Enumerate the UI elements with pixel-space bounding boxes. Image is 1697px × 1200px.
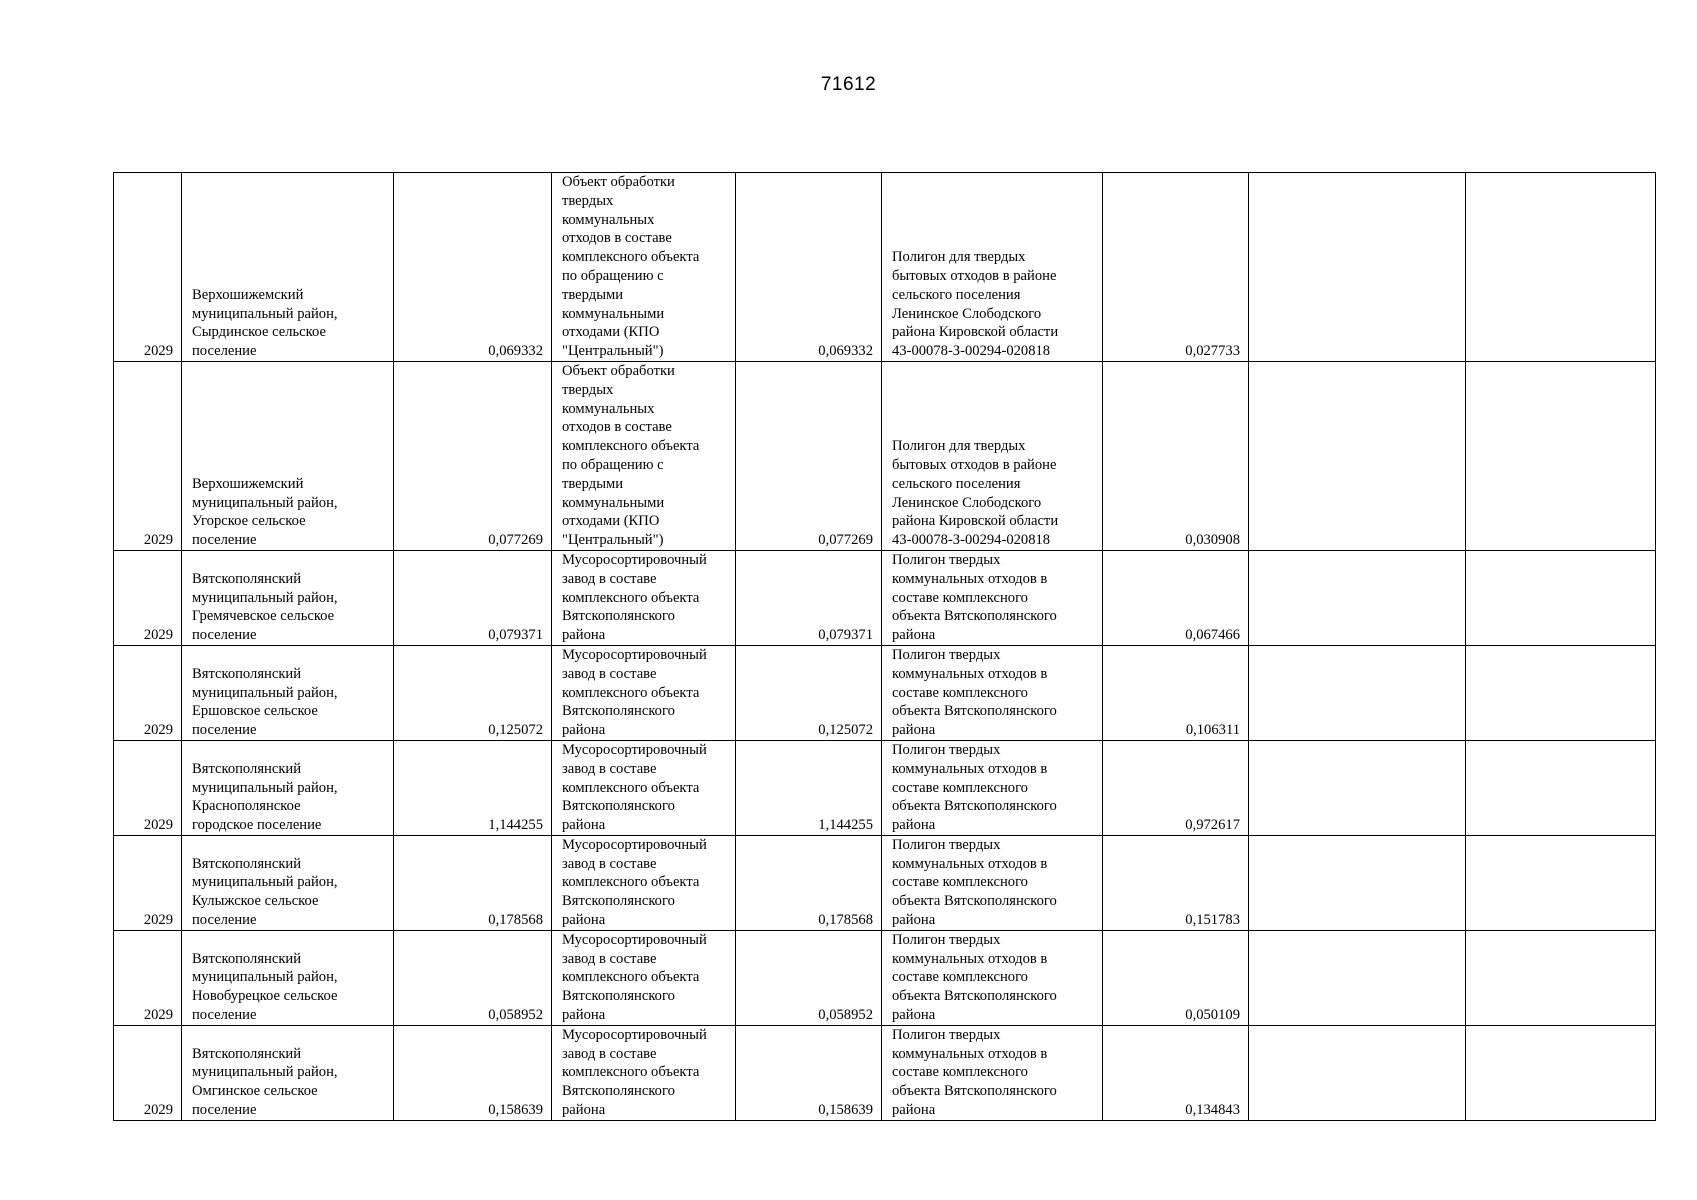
- processing-object-cell: Объект обработки твердых коммунальных отходов в составе комплексного объекта по обращению с твердыми коммунальными отходами (КПО "Центральный"): [552, 173, 736, 362]
- processing-object-cell: Мусоросортировочный завод в составе комплексного объекта Вятскополянского района: [552, 1025, 736, 1120]
- disposal-object-cell: Полигон для твердых бытовых отходов в районе сельского поселения Ленинское Слободского района Кировской области 43-00078-З-00294-020818: [882, 173, 1103, 362]
- disposal-object-cell: Полигон твердых коммунальных отходов в составе комплексного объекта Вятскополянского района: [882, 740, 1103, 835]
- municipality-cell: Вятскополянский муниципальный район, Кулыжское сельское поселение: [182, 835, 394, 930]
- processing-object-cell: Мусоросортировочный завод в составе комплексного объекта Вятскополянского района: [552, 930, 736, 1025]
- processing-volume-cell: 0,058952: [736, 930, 882, 1025]
- year-cell: 2029: [114, 740, 182, 835]
- year-cell: 2029: [114, 173, 182, 362]
- volume-cell: 0,058952: [394, 930, 552, 1025]
- table-row: [114, 550, 1656, 645]
- table-row: [114, 740, 1656, 835]
- volume-cell: 0,077269: [394, 361, 552, 550]
- year-cell: 2029: [114, 835, 182, 930]
- empty-cell: [1466, 1025, 1656, 1120]
- municipality-cell: Верхошижемский муниципальный район, Сырдинское сельское поселение: [182, 173, 394, 362]
- year-cell: 2029: [114, 930, 182, 1025]
- empty-cell: [1249, 550, 1466, 645]
- volume-cell: 1,144255: [394, 740, 552, 835]
- table-row: [114, 645, 1656, 740]
- empty-cell: [1466, 645, 1656, 740]
- empty-cell: [1249, 740, 1466, 835]
- table-row: [114, 361, 1656, 550]
- disposal-volume-cell: 0,030908: [1103, 361, 1249, 550]
- municipality-cell: Вятскополянский муниципальный район, Гремячевское сельское поселение: [182, 550, 394, 645]
- volume-cell: 0,178568: [394, 835, 552, 930]
- empty-cell: [1249, 835, 1466, 930]
- year-cell: 2029: [114, 1025, 182, 1120]
- empty-cell: [1249, 1025, 1466, 1120]
- processing-volume-cell: 0,125072: [736, 645, 882, 740]
- empty-cell: [1249, 645, 1466, 740]
- processing-object-cell: Мусоросортировочный завод в составе комплексного объекта Вятскополянского района: [552, 550, 736, 645]
- empty-cell: [1466, 550, 1656, 645]
- empty-cell: [1466, 740, 1656, 835]
- processing-volume-cell: 0,158639: [736, 1025, 882, 1120]
- municipality-cell: Вятскополянский муниципальный район, Краснополянское городское поселение: [182, 740, 394, 835]
- disposal-volume-cell: 0,151783: [1103, 835, 1249, 930]
- volume-cell: 0,079371: [394, 550, 552, 645]
- processing-object-cell: Мусоросортировочный завод в составе комплексного объекта Вятскополянского района: [552, 835, 736, 930]
- disposal-volume-cell: 0,027733: [1103, 173, 1249, 362]
- empty-cell: [1249, 930, 1466, 1025]
- disposal-object-cell: Полигон твердых коммунальных отходов в составе комплексного объекта Вятскополянского района: [882, 930, 1103, 1025]
- municipality-cell: Вятскополянский муниципальный район, Новобурецкое сельское поселение: [182, 930, 394, 1025]
- empty-cell: [1466, 173, 1656, 362]
- municipality-cell: Вятскополянский муниципальный район, Ершовское сельское поселение: [182, 645, 394, 740]
- page-number: 71612: [820, 74, 877, 95]
- disposal-object-cell: Полигон твердых коммунальных отходов в составе комплексного объекта Вятскополянского района: [882, 835, 1103, 930]
- processing-object-cell: Мусоросортировочный завод в составе комплексного объекта Вятскополянского района: [552, 740, 736, 835]
- empty-cell: [1466, 930, 1656, 1025]
- disposal-volume-cell: 0,067466: [1103, 550, 1249, 645]
- processing-volume-cell: 0,069332: [736, 173, 882, 362]
- empty-cell: [1249, 361, 1466, 550]
- processing-volume-cell: 0,077269: [736, 361, 882, 550]
- disposal-object-cell: Полигон твердых коммунальных отходов в составе комплексного объекта Вятскополянского района: [882, 645, 1103, 740]
- year-cell: 2029: [114, 550, 182, 645]
- waste-flow-table: [113, 172, 1656, 1121]
- processing-volume-cell: 0,079371: [736, 550, 882, 645]
- empty-cell: [1466, 361, 1656, 550]
- processing-volume-cell: 1,144255: [736, 740, 882, 835]
- disposal-volume-cell: 0,972617: [1103, 740, 1249, 835]
- table-row: [114, 1025, 1656, 1120]
- municipality-cell: Верхошижемский муниципальный район, Угорское сельское поселение: [182, 361, 394, 550]
- empty-cell: [1249, 173, 1466, 362]
- year-cell: 2029: [114, 361, 182, 550]
- disposal-volume-cell: 0,050109: [1103, 930, 1249, 1025]
- volume-cell: 0,069332: [394, 173, 552, 362]
- year-cell: 2029: [114, 645, 182, 740]
- processing-object-cell: Объект обработки твердых коммунальных отходов в составе комплексного объекта по обращению с твердыми коммунальными отходами (КПО "Центральный"): [552, 361, 736, 550]
- table-row: [114, 173, 1656, 362]
- processing-volume-cell: 0,178568: [736, 835, 882, 930]
- disposal-volume-cell: 0,106311: [1103, 645, 1249, 740]
- processing-object-cell: Мусоросортировочный завод в составе комплексного объекта Вятскополянского района: [552, 645, 736, 740]
- volume-cell: 0,125072: [394, 645, 552, 740]
- empty-cell: [1466, 835, 1656, 930]
- disposal-object-cell: Полигон для твердых бытовых отходов в районе сельского поселения Ленинское Слободского района Кировской области 43-00078-З-00294-020818: [882, 361, 1103, 550]
- municipality-cell: Вятскополянский муниципальный район, Омгинское сельское поселение: [182, 1025, 394, 1120]
- table-row: [114, 835, 1656, 930]
- disposal-volume-cell: 0,134843: [1103, 1025, 1249, 1120]
- disposal-object-cell: Полигон твердых коммунальных отходов в составе комплексного объекта Вятскополянского района: [882, 550, 1103, 645]
- volume-cell: 0,158639: [394, 1025, 552, 1120]
- disposal-object-cell: Полигон твердых коммунальных отходов в составе комплексного объекта Вятскополянского района: [882, 1025, 1103, 1120]
- table-row: [114, 930, 1656, 1025]
